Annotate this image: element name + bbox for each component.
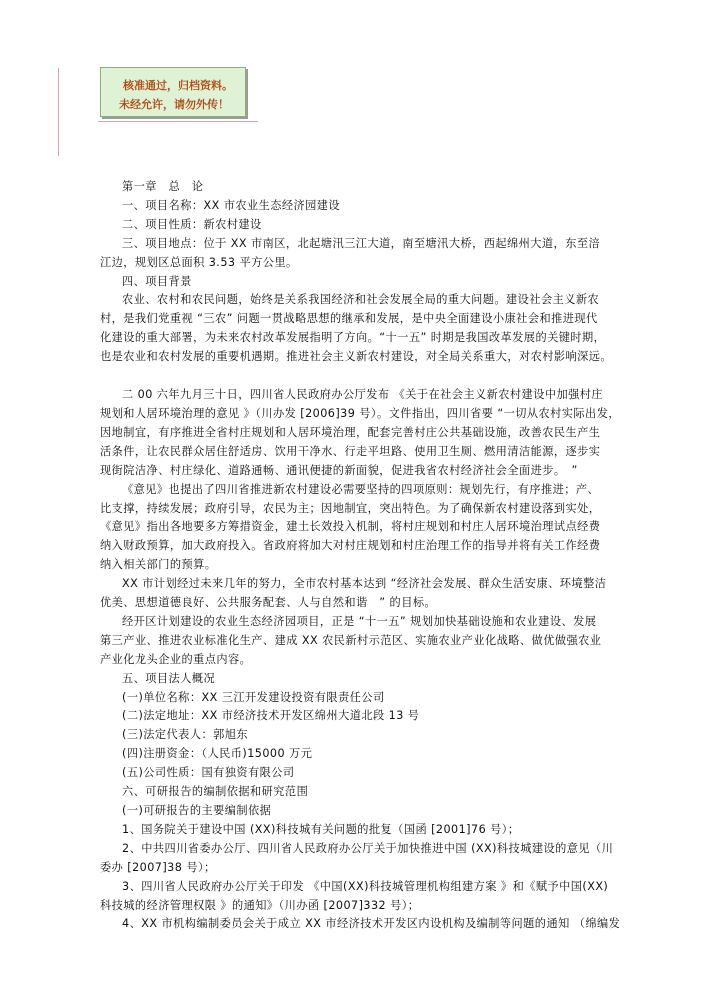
stamp-line-1: 核准通过，归档资料。 [123, 79, 233, 92]
document-body [100, 178, 630, 934]
text-line: 化建设的重大部署，为未来农村改革发展指明了方向。“十一五” 时期是我国改革发展的关键时期， [100, 331, 606, 345]
legal-person-item: (三)法定代表人：郭旭东 [122, 728, 249, 742]
text-line: 经开区计划建设的农业生态经济园项目，正是 “十一五” 规划加快基础设施和农业建设、发展 [122, 614, 597, 628]
text-line: 纳入财政预算，加大政府投入。省政府将加大对村庄规划和村庄治理工作的指导并将有关工作经费 [100, 539, 601, 553]
chapter-title: 第一章 总 论 [122, 180, 204, 193]
legal-person-item: (五)公司性质：国有独资有限公司 [122, 766, 295, 780]
approval-stamp [100, 67, 246, 117]
stamp-line-2: 未经允许，请勿外传！ [119, 98, 229, 111]
text-line: 《意见》也提出了四川省推进新农村建设必需要坚持的四项原则：规划先行，有序推进；产、 [122, 482, 600, 496]
legal-person-item: (二)法定地址：XX 市经济技术开发区绵州大道北段 13 号 [122, 709, 420, 723]
basis-item: 1、国务院关于建设中国 (XX)科技城有关问题的批复（国函 [2001]76 号）； [122, 822, 520, 836]
text-line: 比支撑，持续发展；政府引导，农民为主；因地制宜，突出特色。为了确保新农村建设落到实处， [100, 501, 601, 515]
text-line: 现街院洁净、村庄绿化、道路通畅、通讯便捷的新面貌，促进我省农村经济社会全面进步。 ” [100, 463, 578, 477]
item-project-name: 一、项目名称：XX 市农业生态经济园建设 [122, 198, 341, 212]
subsection-heading: (一)可研报告的主要编制依据 [122, 804, 272, 817]
text-line: 委办 [2007]38 号）； [100, 860, 216, 874]
text-line: 江边，规划区总面积 3.53 平方公里。 [100, 255, 298, 269]
paragraph-gap [100, 367, 630, 386]
text-line: 纳入相关部门的预算。 [100, 558, 217, 572]
section-heading-background: 四、项目背景 [122, 274, 192, 288]
left-margin-line [58, 68, 59, 156]
text-line: 活条件，让农民群众居住舒适房、饮用干净水、行走平坦路、使用卫生厕、燃用清洁能源，逐步实 [100, 444, 601, 458]
item-project-location: 三、项目地点：位于 XX 市南区，北起塘汛三江大道，南至塘汛大桥，西起绵州大道，东至涪 [122, 236, 601, 250]
text-line: 也是农业和农村发展的重要机遇期。推进社会主义新农村建设，对全局关系重大，对农村影响深远。 [100, 350, 613, 364]
text-line: XX 市计划经过未来几年的努力，全市农村基本达到 “经济社会发展、群众生活安康、环境整洁 [122, 577, 607, 591]
text-line: 《意见》指出各地要多方筹措资金，建土长效投入机制，将村庄规划和村庄人居环境治理试点经费 [100, 520, 601, 534]
text-line: 规划和人居环境治理的意见 》（川办发 [2006]39 号）。文件指出，四川省要 “一切从农村实际出发， [100, 406, 620, 420]
text-line: 农业、农村和农民问题，始终是关系我国经济和社会发展全局的重大问题。建设社会主义新农 [122, 293, 600, 307]
item-project-nature: 二、项目性质：新农村建设 [122, 217, 262, 231]
legal-person-item: (四)注册资金：（人民币)15000 万元 [122, 747, 313, 761]
text-line: 村，是我们党重视 “三农” 问题一贯战略思想的继承和发展，是中央全面建设小康社会和推进现代 [100, 312, 598, 326]
header-rule [98, 121, 258, 122]
legal-person-item: (一)单位名称：XX 三江开发建设投资有限责任公司 [122, 690, 385, 704]
text-line: 科技城的经济管理权限 》的通知》（川办函 [2007]332 号）； [100, 898, 420, 912]
basis-item: 3、四川省人民政府办公厅关于印发 《中国(XX)科技城管理机构组建方案 》和《赋予中国(XX) [122, 879, 609, 893]
text-line: 产业化龙头企业的重点内容。 [100, 652, 252, 666]
basis-item: 2、中共四川省委办公厅、四川省人民政府办公厅关于加快推进中国 (XX)科技城建设的意见（川 [122, 841, 614, 855]
text-line: 优美、思想道德良好、公共服务配套、人与自然和谐 ” 的目标。 [100, 596, 437, 610]
text-line: 第三产业、推进农业标准化生产、建成 XX 农民新村示范区、实施农业产业化战略、做优做强农业 [100, 633, 602, 647]
text-line: 因地制宜，有序推进全省村庄规划和人居环境治理，配套完善村庄公共基础设施，改善农民生产生 [100, 425, 601, 439]
section-heading-basis: 六、可研报告的编制依据和研究范围 [122, 785, 309, 799]
text-line: 二 00 六年九月三十日，四川省人民政府办公厅发布 《关于在社会主义新农村建设中加强村庄 [122, 388, 604, 402]
section-heading-legal-person: 五、项目法人概况 [122, 671, 216, 685]
basis-item: 4、XX 市机构编制委员会关于成立 XX 市经济技术开发区内设机构及编制等问题的通知 （绵编发 [122, 917, 621, 931]
